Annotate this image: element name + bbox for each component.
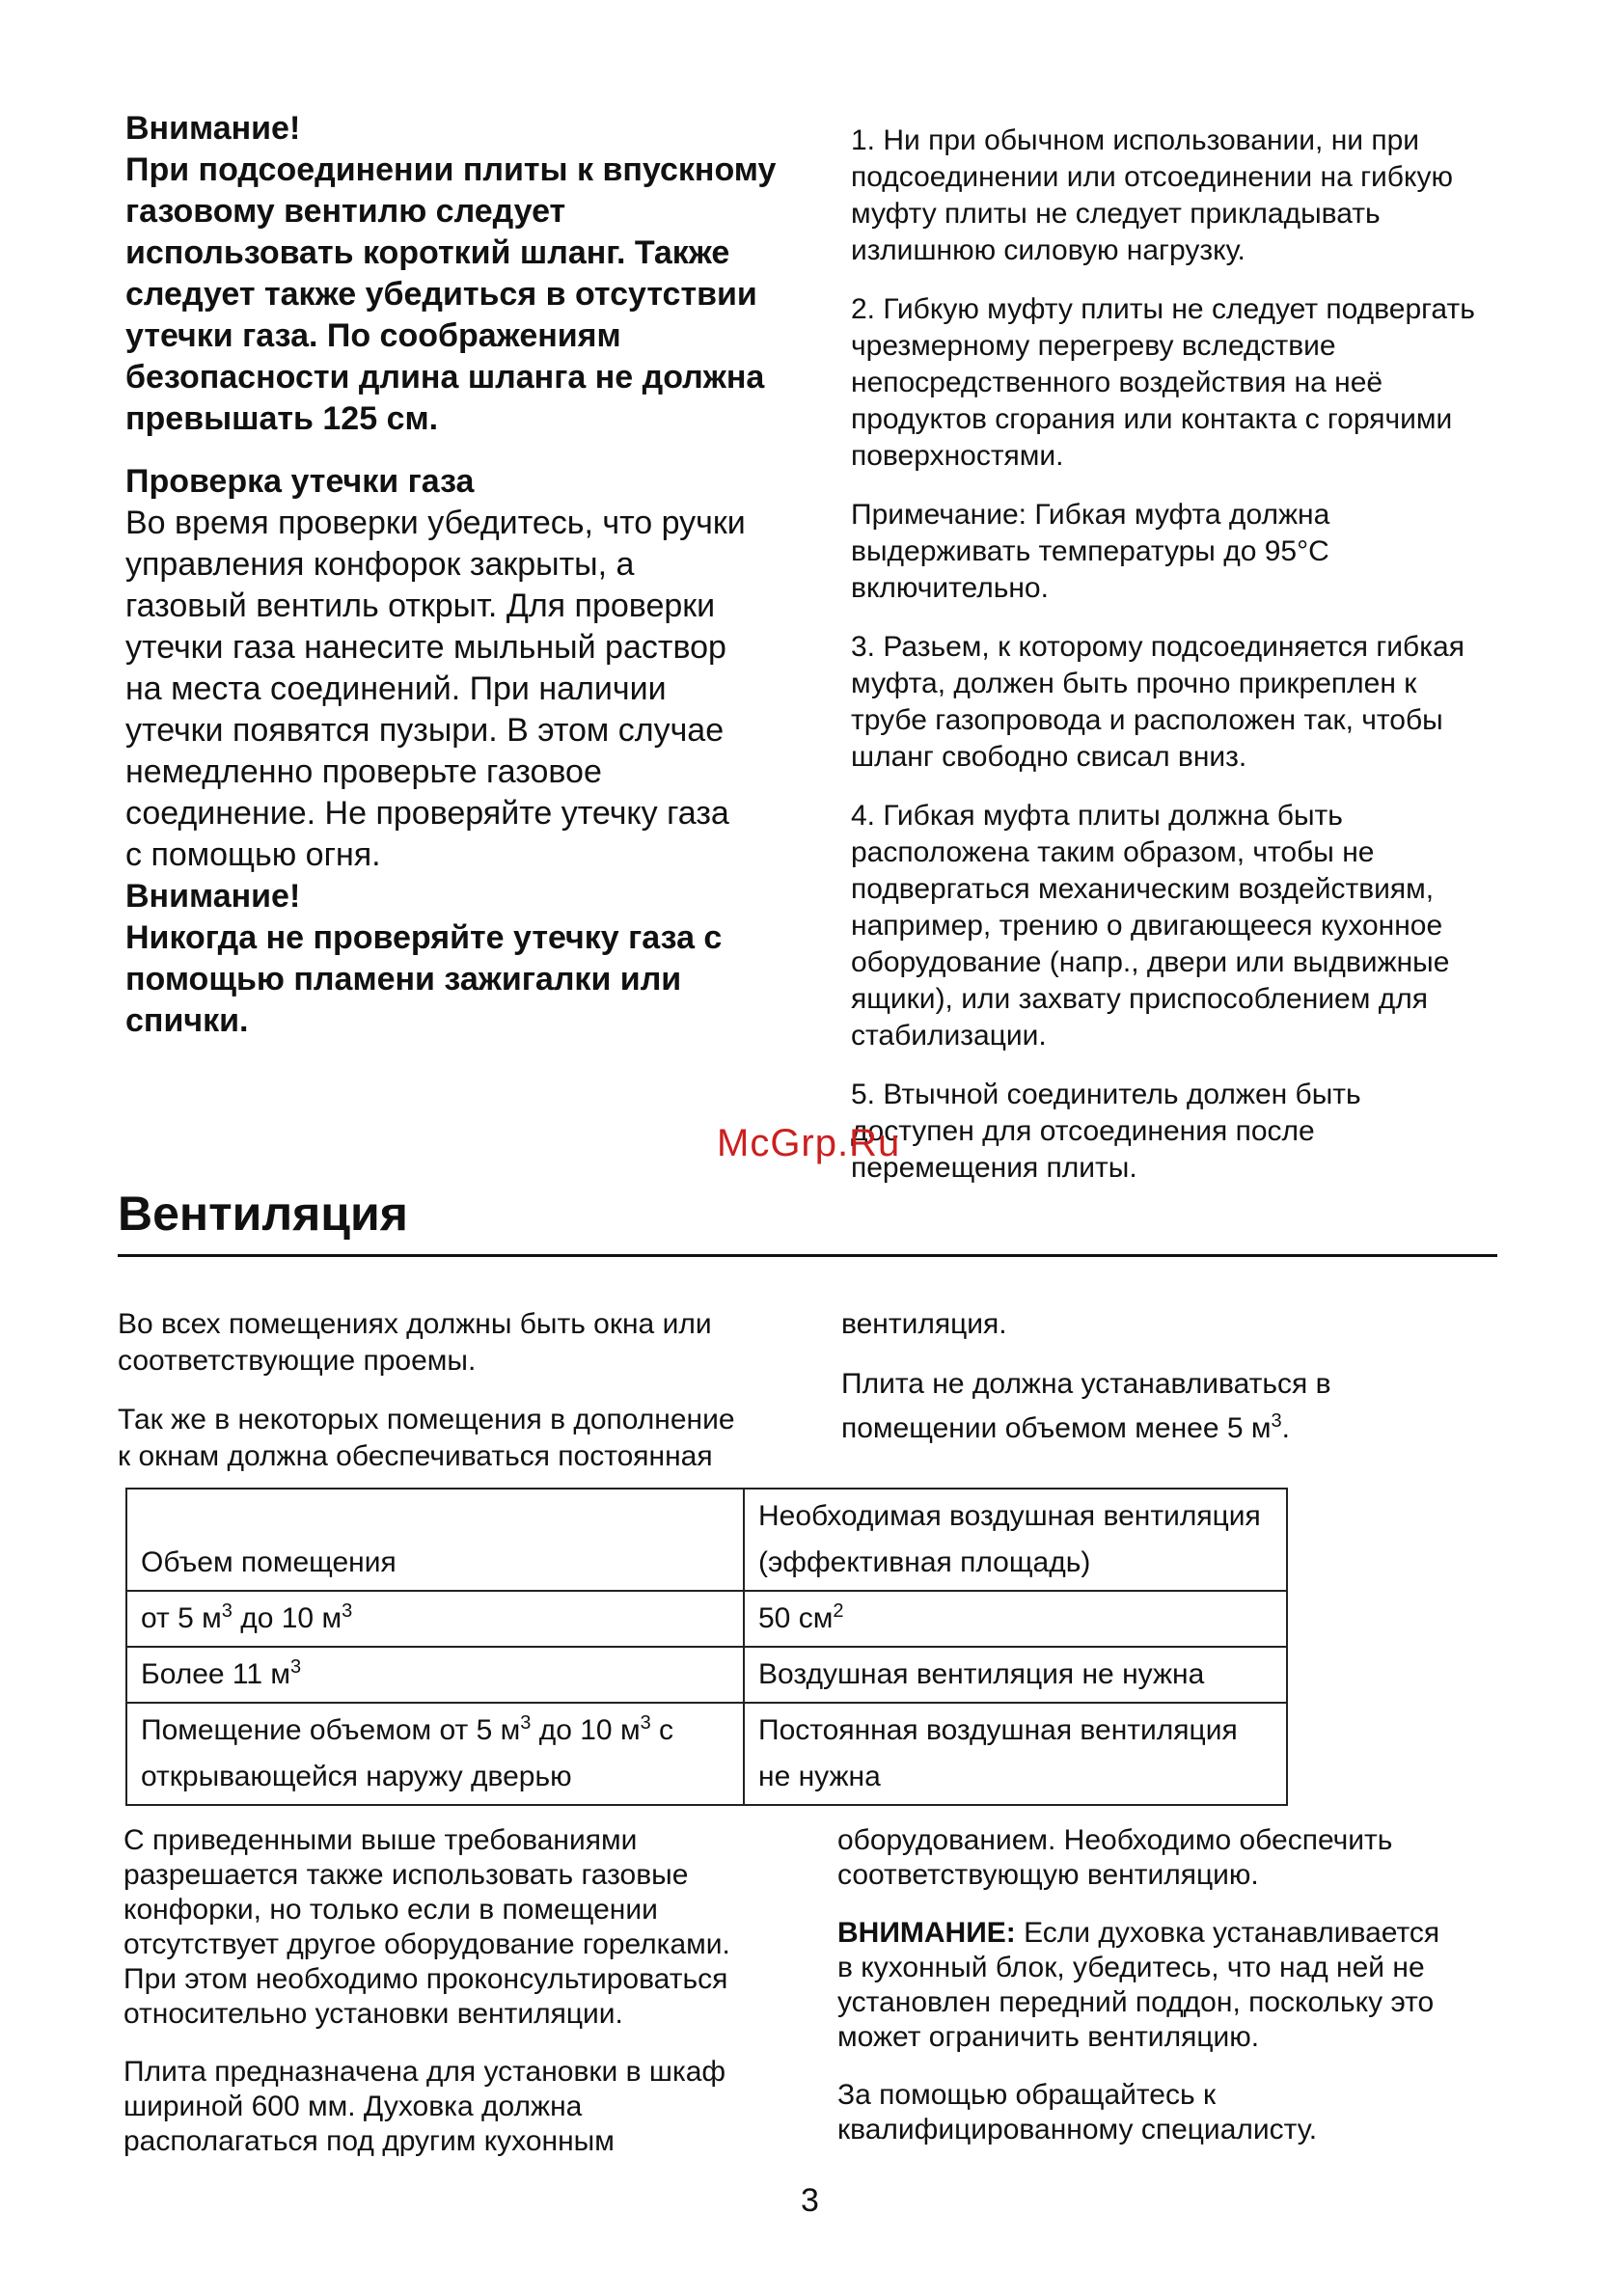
text-line: оборудованием. Необходимо обеспечить: [837, 1824, 1393, 1856]
cell-text: Более 11 м: [141, 1658, 291, 1690]
text-line: квалифицированному специалисту.: [837, 2114, 1318, 2146]
header-text: (эффективная площадь): [758, 1546, 1091, 1578]
warning-title: Внимание!: [125, 110, 301, 147]
text-line: например, трению о двигающееся кухонное: [851, 910, 1443, 942]
paragraph: [123, 2055, 818, 2159]
warning-block-2: [125, 876, 878, 1042]
text-line: муфту плиты не следует прикладывать: [851, 198, 1381, 230]
text-line: на места соединений. При наличии: [125, 670, 667, 707]
cell-line: не нужна: [758, 1761, 881, 1792]
text-line: соединение. Не проверяйте утечку газа: [125, 795, 729, 832]
warning-line: При подсоединении плиты к впускному: [125, 151, 777, 188]
section-title: Вентиляция: [118, 1187, 408, 1241]
text-line: ящики), или захвату приспособлением для: [851, 983, 1428, 1015]
cell-line: Постоянная воздушная вентиляция: [758, 1714, 1238, 1746]
text-line: При этом необходимо проконсультироваться: [123, 1963, 728, 1995]
text-line: За помощью обращайтесь к: [837, 2079, 1217, 2111]
intro-right: [841, 1306, 1517, 1451]
watermark: McGrp.Ru: [717, 1122, 901, 1164]
list-item-5: [851, 1077, 1526, 1187]
superscript: 3: [342, 1600, 353, 1622]
text-line: подвергаться механическим воздействиям,: [851, 873, 1435, 905]
text-line: перемещения плиты.: [851, 1152, 1137, 1184]
paragraph: [123, 1823, 818, 2032]
text-line: шириной 600 мм. Духовка должна: [123, 2091, 583, 2122]
intro-para: [118, 1306, 793, 1380]
text-line: разрешается также использовать газовые: [123, 1859, 689, 1891]
text-line: Во время проверки убедитесь, что ручки: [125, 505, 746, 541]
section-divider: [118, 1254, 1497, 1257]
text-line: излишнюю силовую нагрузку.: [851, 234, 1245, 266]
text-line: Во всех помещениях должны быть окна или: [118, 1308, 712, 1340]
text-line: выдерживать температуры до 95°C: [851, 535, 1329, 567]
text-line: трубе газопровода и расположен так, чтобы: [851, 704, 1443, 736]
intro-para: [118, 1402, 793, 1475]
table-header-row: [126, 1489, 1287, 1591]
bottom-right: [837, 1823, 1532, 2171]
warning-line: газовому вентилю следует: [125, 193, 566, 230]
text-line: Плита не должна устанавливаться в: [841, 1368, 1331, 1400]
leak-check-title: Проверка утечки газа: [125, 463, 475, 500]
warning-line: следует также убедиться в отсутствии: [125, 276, 757, 313]
superscript: 3: [221, 1600, 233, 1622]
ventilation-table: [125, 1488, 1288, 1806]
text-line: С приведенными выше требованиями: [123, 1824, 638, 1856]
superscript: 2: [833, 1600, 844, 1622]
warning-line: помощью пламени зажигалки или: [125, 961, 682, 998]
text-line: чрезмерному перегреву вследствие: [851, 330, 1336, 362]
list-item-4: [851, 798, 1526, 1054]
warning-block-1: [125, 108, 859, 440]
superscript: 3: [520, 1712, 532, 1734]
warning-line: спички.: [125, 1002, 249, 1039]
paragraph: [837, 1823, 1532, 1893]
page-number: 3: [801, 2182, 819, 2219]
warning-line: превышать 125 см.: [125, 400, 439, 437]
table-cell: [744, 1703, 1287, 1805]
text-line: 5. Втычной соединитель должен быть: [851, 1079, 1361, 1110]
text-line: газовый вентиль открыт. Для проверки: [125, 588, 716, 624]
cell-text: 50 см: [758, 1602, 834, 1634]
cell-text: Воздушная вентиляция не нужна: [758, 1658, 1205, 1690]
bottom-left: [123, 1823, 818, 2182]
text-line: включительно.: [851, 572, 1049, 604]
text-line: немедленно проверьте газовое: [125, 753, 602, 790]
warning-line: безопасности длина шланга не должна: [125, 359, 765, 396]
header-text: Объем помещения: [141, 1546, 397, 1578]
text-line: вентиляция.: [841, 1308, 1007, 1340]
text-line: подсоединении или отсоединении на гибкую: [851, 161, 1453, 193]
text-line: доступен для отсоединения после: [851, 1115, 1315, 1147]
note: [851, 497, 1526, 607]
header-text: Необходимая воздушная вентиляция: [758, 1500, 1261, 1532]
paragraph: [837, 2078, 1532, 2147]
table-cell: [744, 1591, 1287, 1647]
text-line: соответствующую вентиляцию.: [837, 1859, 1259, 1891]
cell-line: открывающейся наружу дверью: [141, 1761, 572, 1792]
table-cell: [126, 1591, 744, 1647]
intro-left: [118, 1306, 793, 1475]
text-line: располагаться под другим кухонным: [123, 2125, 615, 2157]
text-line: 1. Ни при обычном использовании, ни при: [851, 124, 1420, 156]
text-span: .: [1281, 1412, 1290, 1444]
text-line: 4. Гибкая муфта плиты должна быть: [851, 800, 1343, 832]
text-line: утечки появятся пузыри. В этом случае: [125, 712, 725, 749]
cell-text: до 10 м: [531, 1714, 641, 1746]
text-line: управления конфорок закрыты, а: [125, 546, 635, 583]
warning-line: Никогда не проверяйте утечку газа с: [125, 919, 723, 956]
leak-check-text: [125, 503, 878, 876]
text-line: может ограничить вентиляцию.: [837, 2021, 1260, 2053]
table-cell: [744, 1647, 1287, 1703]
text-line: [841, 1407, 1517, 1451]
text-line: муфта, должен быть прочно прикреплен к: [851, 668, 1417, 699]
text-line: продуктов сгорания или контакта с горячими: [851, 403, 1453, 435]
text-line: к окнам должна обеспечиваться постоянная: [118, 1440, 713, 1472]
cell-text: Помещение объемом от 5 м: [141, 1714, 521, 1746]
table-row: [126, 1647, 1287, 1703]
cell-text: с: [650, 1714, 674, 1746]
text-line: непосредственного воздействия на неё: [851, 367, 1383, 398]
table-header-cell: [744, 1489, 1287, 1591]
text-line: Примечание: Гибкая муфта должна: [851, 499, 1330, 531]
superscript: 3: [1271, 1410, 1282, 1432]
text-line: Плита предназначена для установки в шкаф: [123, 2056, 726, 2088]
text-line: конфорки, но только если в помещении: [123, 1894, 658, 1926]
text-line: соответствующие проемы.: [118, 1345, 477, 1377]
text-line: отсутствует другое оборудование горелками.: [123, 1928, 730, 1960]
superscript: 3: [290, 1656, 302, 1678]
cell-line: [141, 1708, 729, 1754]
text-line: установлен передний поддон, поскольку это: [837, 1986, 1435, 2018]
superscript: 3: [640, 1712, 651, 1734]
table-row: [126, 1703, 1287, 1805]
warning-title: Внимание!: [125, 878, 301, 915]
attention-paragraph: [837, 1916, 1532, 2055]
leak-check-block: [125, 461, 878, 1042]
table-header-cell: [126, 1489, 744, 1591]
list-item-3: [851, 629, 1526, 776]
text-line: расположена таким образом, чтобы не: [851, 836, 1375, 868]
text-line: относительно установки вентиляции.: [123, 1998, 623, 2030]
text-line: 3. Разьем, к которому подсоединяется гибкая: [851, 631, 1464, 663]
list-item-1: [851, 123, 1526, 269]
text-line: [837, 1916, 1532, 1951]
cell-text: до 10 м: [232, 1602, 342, 1634]
text-line: 2. Гибкую муфту плиты не следует подвергать: [851, 293, 1475, 325]
warning-line: утечки газа. По соображениям: [125, 317, 621, 354]
right-list: [851, 123, 1526, 1209]
text-line: поверхностями.: [851, 440, 1064, 472]
text-line: оборудование (напр., двери или выдвижные: [851, 946, 1450, 978]
text-span: помещении объемом менее 5 м: [841, 1412, 1272, 1444]
table-cell: [126, 1703, 744, 1805]
text-line: шланг свободно свисал вниз.: [851, 741, 1247, 773]
text-line: Так же в некоторых помещения в дополнение: [118, 1404, 735, 1435]
attention-label: ВНИМАНИЕ:: [837, 1917, 1016, 1949]
table-cell: [126, 1647, 744, 1703]
text-line: с помощью огня.: [125, 836, 381, 873]
text-line: стабилизации.: [851, 1020, 1047, 1052]
text-line: утечки газа нанесите мыльный раствор: [125, 629, 726, 666]
warning-line: использовать короткий шланг. Также: [125, 234, 730, 271]
text-span: Если духовка устанавливается: [1015, 1917, 1440, 1949]
cell-text: от 5 м: [141, 1602, 222, 1634]
list-item-2: [851, 291, 1526, 475]
text-line: в кухонный блок, убедитесь, что над ней не: [837, 1952, 1425, 1983]
table-row: [126, 1591, 1287, 1647]
